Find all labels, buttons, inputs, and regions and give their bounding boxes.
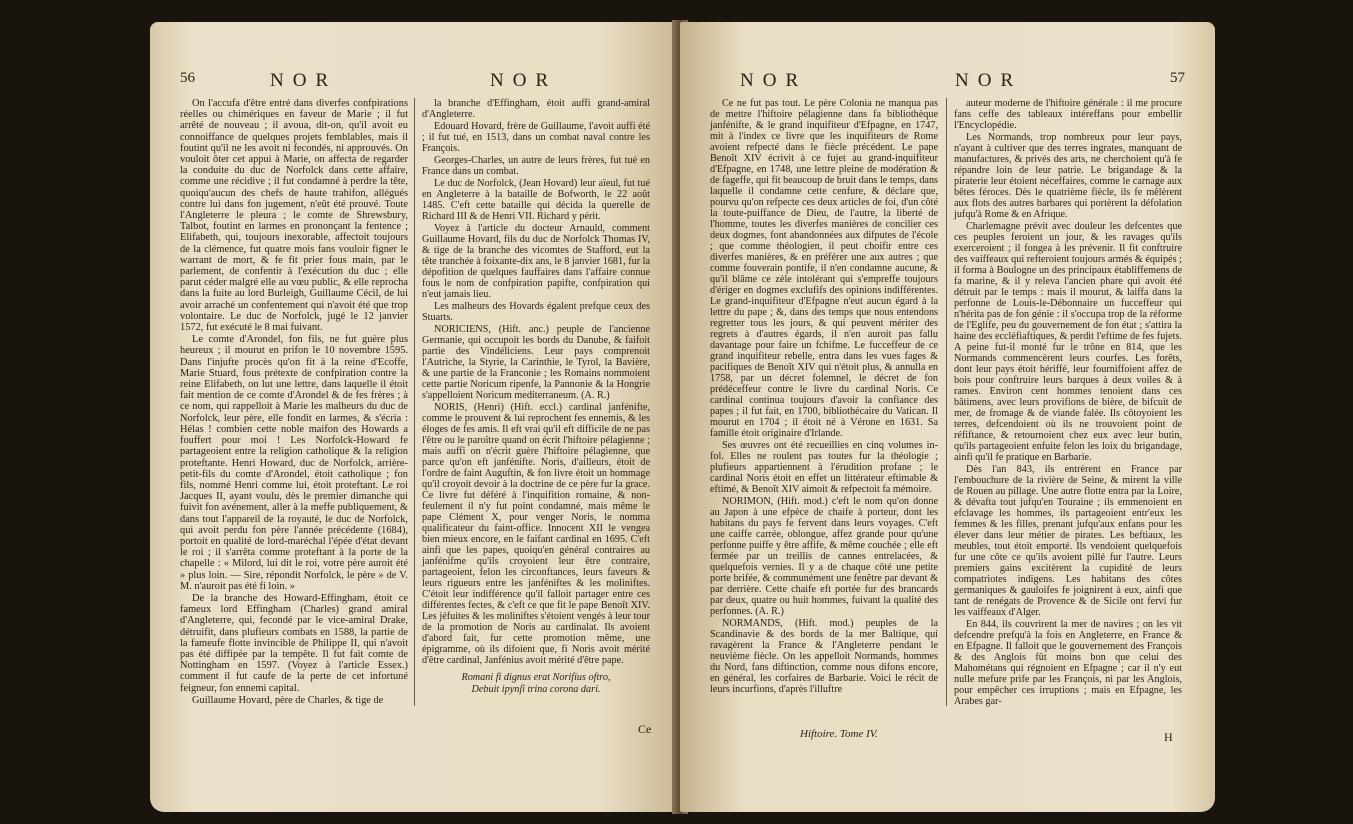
paragraph: la branche d'Effingham, étoit auffi grand-amiral d'Angleterre. bbox=[422, 98, 650, 120]
paragraph: On l'accufa d'être entré dans diverfes confpirations réelles ou chimériques en faveur de Marie ; il fut arrêté de nouveau ; il avoua, dit-on, qu'il avoit eu connoiffance de quelques projets femblables, mais il foutint qu'il ne les avoit ni fecondés, ni approuvés. On vouloit ôter cet appui à Marie, on affecta de regarder la conduite du duc de Norfolck dans cette affaire, comme une récidive ; il fut condamné à perdre la tête, quoiqu'aucun des chefs de haute trahifon, allégués contre lui dans fon jugement, n'eût été prouvé. Toute l'Angleterre le pleura ; le comte de Shrewsbury, Talbot, foutint en larmes en prononçant la fentence ; Elifabeth, qui, toujours inexorable, affectoit toujours de la clémence, fut quatre mois fans vouloir figner le warrant de mort, & fe fit prier fous main, par le parlement, de confentir à l'exécution du duc ; elle parut céder malgré elle au vœu public, & elle reprocha dans la fuite au lord Burleigh, Guillaume Cécil, de lui avoir arraché un confentement qui n'avoit été que trop volontaire. Le duc de Norfolck, jugé le 12 janvier 1572, fut exécuté le 8 mai fuivant. bbox=[180, 98, 408, 334]
page-number: 56 bbox=[180, 70, 195, 86]
right-page bbox=[680, 22, 1215, 812]
paragraph: Les malheurs des Hovards égalent prefque ceux des Stuarts. bbox=[422, 301, 650, 323]
text-column-right bbox=[422, 98, 650, 696]
running-head: NOR bbox=[955, 70, 1023, 91]
paragraph: Voyez à l'article du docteur Arnauld, comment Guillaume Hovard, fils du duc de Norfolck Thomas IV, & tige de la branche des vicomtes de Stafford, eut la tête tranchée à foixante-dix ans, le 8 janvier 1681, fur la dépofition de quelques fauffaires dans l'affaire connue fous le nom de confpiration papifte, confpiration qui n'eut jamais lieu. bbox=[422, 223, 650, 300]
running-head: NOR bbox=[490, 70, 558, 91]
paragraph: Georges-Charles, un autre de leurs frères, fut tué en France dans un combat. bbox=[422, 155, 650, 177]
signature-mark: H bbox=[1164, 730, 1173, 744]
paragraph: Edouard Hovard, frère de Guillaume, l'avoit auffi été ; il fut tué, en 1513, dans un combat naval contre les François. bbox=[422, 121, 650, 154]
paragraph: NORIMON, (Hift. mod.) c'eft le nom qu'on donne au Japon à une efpèce de chaife à porteur, dont les habitans du pays fe fervent dans leurs voyages. C'eft une caiffe carrée, oblongue, affez grande pour qu'une perfonne puiffe y être affife, & même couchée ; elle eft fermée par un treillis de cannes entrelacées, & quelquefois vernies. Il y a de chaque côté une petite porte brifée, & communément une fenêtre par devant & par derrière. Cette chaife eft portée fur des brancards par deux, quatre ou huit hommes, fuivant la qualité des perfonnes. (A. R.) bbox=[710, 496, 938, 617]
paragraph: Ce ne fut pas tout. Le père Colonia ne manqua pas de mettre l'hiftoire pélagienne dans fa bibliothèque janfénifte, & le grand inquifiteur d'Efpagne, en 1747, mit à l'index ce livre que les inquifiteurs de Rome avoient refpecté dans le fiècle précédent. Le pape Benoît XIV écrivit à ce fujet au grand-inquifiteur d'Efpagne, en 1748, une lettre pleine de modération & de fageffe, qui fit beaucoup de bruit dans le temps, dans laquelle il condamne cette cenfure, & déclare que, pourvu qu'on refpecte ces deux articles de foi, d'un côté la toute-puiffance de Dieu, de l'autre, la liberté de l'homme, toutes les diverfes manières de concilier ces deux dogmes, font abandonnées aux difputes de l'école ; que comme théologien, il peut choifir entre ces diverfes manières, & en préférer une aux autres ; que comme fouverain pontife, il n'en condamne aucune, & qu'il blâme ce zèle intolérant qui s'empreffe toujours d'ériger en dogmes exclufifs des opinions indifférentes. Le grand-inquifiteur d'Efpagne n'eut aucun égard à la lettre du pape ; &, dans des temps que nous entendons regretter tous les jours, & qui peuvent mériter des regrets à d'autres égards, il n'en auroit pas fallu davantage pour faire un fchifme. Le fucceffeur de ce grand inquifiteur rebelle, entra dans les vues fages & pacifiques de Benoît XIV qui n'étoit plus, & annulla en 1758, par un décret folemnel, le décret de fon prédéceffeur contre le livre du cardinal Noris. Ce cardinal continua toujours d'avoir la confiance des papes ; il fut fait, en 1700, bibliothécaire du Vatican. Il mourut en 1704 ; il étoit né à Vérone en 1631. Sa famille étoit originaire d'Irlande. bbox=[710, 98, 938, 439]
left-page bbox=[150, 22, 680, 812]
paragraph: Charlemagne prévit avec douleur les defcentes que ces peuples feroient un jour, & les ravages qu'ils exerceroient ; il fongea à les prévenir. Il fit conftruire des vaiffeaux qui refteroient toujours armés & équipés ; il forma à Boulogne un des principaux établiffemens de fa marine, & il y releva l'ancien phare qui avoit été détruit par le temps : mais il mourut, & laiffa dans la perfonne de Louis-le-Débonnaire un fucceffeur qui n'hérita pas de fon génie : il s'occupa trop de la réforme de l'Eglife, peu du gouvernement de fon état ; s'attira la haine des eccléfiaftiques, & perdit l'eftime de fes fujets. A peine fut-il monté fur le trône en 814, que les Normands commencèrent leurs courfes. Les forêts, dont leur pays étoit hériffé, leur fourniffoient affez de bois pour conftruire leurs barques à deux voiles & à rames. Environ cent hommes tenoient dans ces bâtimens, avec leurs provifions de bière, de bifcuit de mer, de fromage & de viande falée. Ils côtoyoient les terres, defcendoient où ils ne trouvoient point de réfiftance, & retournoient chez eux avec leur butin, qu'ils partageoient enfuite felon les loix du brigandage, ainfi qu'il fe pratique en Barbarie. bbox=[954, 221, 1182, 463]
column-rule bbox=[414, 98, 415, 706]
open-book bbox=[20, 2, 1338, 820]
verse-line: Debuit ipynſi trina corona dari. bbox=[471, 684, 601, 695]
paragraph: Le comte d'Arondel, fon fils, ne fut guère plus heureux ; il mourut en prifon le 10 novembre 1595. Dans l'injufte procès qu'on fit à la reine d'Ecoffe, Marie Stuard, fous prétexte de confpiration contre la reine Elifabeth, on lut une lettre, dans laquelle il étoit fait mention de ce comte d'Arondel & de fes frères ; à ce nom, qui rappelloit à Marie les malheurs du duc de Norfolck, leur père, elle fondit en larmes, & s'écria : Hélas ! combien cette noble maifon des Howards a fouffert pour moi ! Les Norfolck-Howard fe partageoient entre la religion catholique & la religion proteftante. Henri Howard, duc de Norfolck, arrière-petit-fils du comte d'Arondel, étoit catholique ; fon fils, nommé Henri comme lui, étoit proteftant. Le roi Jacques II, ayant voulu, dès le premier dimanche qui fuivit fon avénement, aller à la meffe publiquement, & dans tout l'appareil de la royauté, le duc de Norfolck, qui avoit perdu fon père l'année précédente (1684), portoit en qualité de lord-maréchal l'épée d'état devant le roi ; il s'arrêta comme proteftant à la porte de la chapelle : « Milord, lui dit le roi, votre père auroit été » plus loin. — Sire, répondit Norfolck, le père » de V. M. n'auroit pas été fi loin. » bbox=[180, 334, 408, 592]
text-column-right bbox=[954, 98, 1182, 708]
paragraph: Le duc de Norfolck, (Jean Hovard) leur aïeul, fut tué en Angleterre à la bataille de Bofworth, le 22 août 1485. C'eft cette bataille qui décida la querelle de Richard III & de Henri VII. Richard y périt. bbox=[422, 178, 650, 222]
paragraph: auteur moderne de l'hiftoire générale : il me procure fans ceffe des tableaux intéreffans pour embellir l'Encyclopédie. bbox=[954, 98, 1182, 131]
paragraph: Ses œuvres ont été recueillies en cinq volumes in-fol. Elles ne roulent pas toutes fur la théologie ; plufieurs appartiennent à l'érudition profane ; le cardinal Noris étoit en effet un littérateur eftimable & eftimé, & Benoît XIV aimoit & refpectoit fa mémoire. bbox=[710, 440, 938, 495]
paragraph: De la branche des Howard-Effingham, étoit ce fameux lord Effingham (Charles) grand amiral d'Angleterre, qui, fecondé par le vice-amiral Drake, détruifit, dans plufieurs combats en 1588, la partie de la fameufe flotte invincible de Philippe II, qui n'avoit pas été diffipée par la tempête. Il fut fait comte de Nottingham en 1597. (Voyez à l'article Essex.) comment il fut caufe de la perte de cet infortuné feigneur, fon ennemi capital. bbox=[180, 592, 408, 694]
paragraph: NORIS, (Henri) (Hift. eccl.) cardinal janfénifte, comme le prouvent & lui reprochent fes ennemis, & les éloges de fes amis. Il eft vrai qu'il eft difficile de ne pas l'être ou le paroître quand on écrit l'hiftoire pélagienne ; mais auffi on n'écrit guère l'hiftoire pélagienne, que parce qu'on eft janfénifte. Noris, d'ailleurs, étoit de l'ordre de faint Auguftin, & fon livre étoit un hommage qu'il croyoit devoir à la doctrine de ce père fur la grace. Ce livre fut déféré à l'inquifition romaine, & non-feulement il n'y fut point condamné, mais même le pape Clément X, pour venger Noris, le nomma qualificateur du faint-office. Innocent XII le vengea bien mieux encore, en le faifant cardinal en 1695. C'eft ainfi que les papes, quoiqu'en général contraires au janfénifme qu'ils croyoient leur être contraire, partageoient, felon les circonftances, leurs faveurs & leurs rigueurs entre les janféniftes & les moliniftes. C'étoit leur indifférence qu'il falloit partager entre ces différentes fectes, & c'eft ce que fit le pape Benoît XIV. Les jéfuites & les moliniftes s'étoient vengés à leur tour de la promotion de Noris au cardinalat. Ils avoient d'abord fait, fur cette promotion même, une épigramme, où ils difoient que, fi Noris avoit mérité d'être cardinal, Janfénius avoit mérité d'être pape. bbox=[422, 402, 650, 666]
paragraph: Guillaume Hovard, père de Charles, & tige de bbox=[192, 694, 384, 706]
paragraph: Dès l'an 843, ils entrèrent en France par l'embouchure de la rivière de Seine, & mirent la ville de Rouen au pillage. Une autre flotte entra par la Loire, & dévafta tout jufqu'en Touraine ; ils emmenoient en efclavage les hommes, ils partageoient entr'eux les femmes & les filles, prenant jufqu'aux enfans pour les élever dans leur métier de pirates. Les beftiaux, les meubles, tout étoit emporté. Ils vendoient quelquefois fur une côte ce qu'ils avoient pillé fur l'autre. Leurs premiers gains excitèrent la cupidité de leurs compatriotes indigens. Les habitans des côtes germaniques & gauloifes fe joignirent à eux, ainfi que tant de renégats de Provence & de Sicile ont fervi fur les vaiffeaux d'Alger. bbox=[954, 464, 1182, 618]
verse-line: Romani fi dignus erat Norifius oftro, bbox=[461, 672, 611, 683]
catchword: Ce bbox=[638, 722, 652, 736]
text-column-left bbox=[180, 98, 408, 707]
footer-title: Hiftoire. Tome IV. bbox=[800, 728, 878, 740]
paragraph: Les Normands, trop nombreux pour leur pays, n'ayant à cultiver que des terres ingrates, manquant de manufactures, & privés des arts, ne cherchoient qu'à fe répandre loin de leur patrie. Le brigandage & la piraterie leur étoient néceffaires, comme le carnage aux bêtes féroces. Dès le quatrième fiècle, ils fe mêlèrent aux flots des autres barbares qui portèrent la défolation jufqu'à Rome & en Afrique. bbox=[954, 132, 1182, 220]
paragraph: En 844, ils couvrirent la mer de navires ; on les vit defcendre prefqu'à la fois en Angleterre, en France & en Efpagne. Il falloit que le gouvernement des François & des Anglois fût moins bon que celui des Mahométans qui régnoient en Efpagne ; car il n'y eut nulle mefure prife par les François, ni par les Anglois, pour empêcher ces irruptions ; mais en Efpagne, les Arabes gar- bbox=[954, 619, 1182, 707]
page-number: 57 bbox=[1170, 70, 1185, 86]
paragraph: NORICIENS, (Hift. anc.) peuple de l'ancienne Germanie, qui occupoit les bords du Danube, & faifoit partie des Vindéliciens. Leur pays comprenoit l'Autriche, la Styrie, la Carinthie, le Tyrol, la Bavière, & une partie de la Franconie ; les Romains nommoient cette partie Noricum ripenfe, la Pannonie & la Hongrie s'appelloient Noricum mediterraneum. (A. R.) bbox=[422, 324, 650, 401]
running-head: NOR bbox=[270, 70, 338, 91]
column-rule bbox=[946, 98, 947, 706]
text-column-left bbox=[710, 98, 938, 696]
running-head: NOR bbox=[740, 70, 808, 91]
paragraph: NORMANDS, (Hift. mod.) peuples de la Scandinavie & des bords de la mer Baltique, qui ravagèrent la France & l'Angleterre pendant le neuvième fiècle. On les appelloit Normands, hommes du Nord, fans diftinction, comme nous difons encore, en général, les corfaires de Barbarie. Voici le récit de leurs incurfions, d'après l'illuftre bbox=[710, 618, 938, 695]
